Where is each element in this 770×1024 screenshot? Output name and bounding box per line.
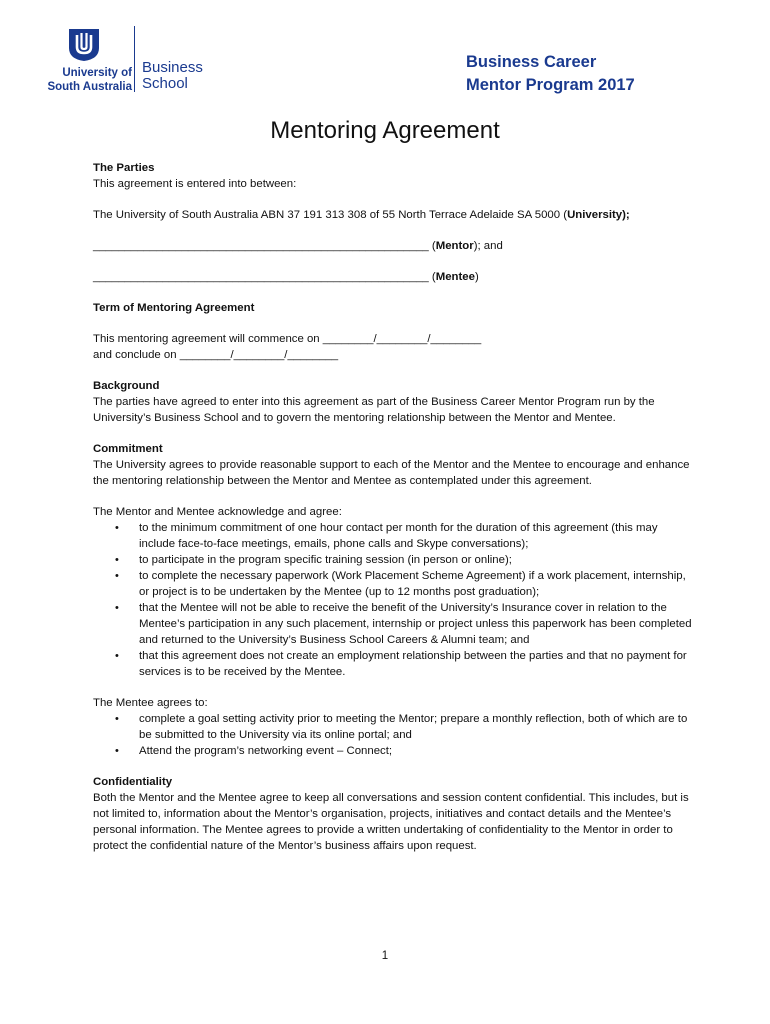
mentee-label: Mentee bbox=[435, 271, 475, 283]
background-text: The parties have agreed to enter into this agreement as part of the Business Career Mentor Program run by the University’s Business School and to govern the mentoring relationship between the Mentor and Mentee. bbox=[93, 396, 655, 424]
acknowledge-list bbox=[93, 520, 693, 680]
university-name-line2: South Australia bbox=[47, 81, 132, 93]
document-title: Mentoring Agreement bbox=[270, 117, 500, 144]
list-item: • complete a goal setting activity prior to meeting the Mentor; prepare a monthly reflection, both of which are to be submitted to the University via its online portal; and bbox=[93, 711, 693, 743]
document-body bbox=[93, 160, 693, 854]
mentee-agrees-list bbox=[93, 711, 693, 759]
mentee-party bbox=[93, 269, 693, 285]
school-name-line2: School bbox=[142, 75, 188, 92]
confidentiality-heading: Confidentiality bbox=[93, 776, 173, 788]
commitment-text: The University agrees to provide reasonable support to each of the Mentor and the Mentee to encourage and enhance the mentoring relationship between the Mentor and Mentee as contemplated under this agreement. bbox=[93, 459, 690, 487]
list-item: • to participate in the program specific training session (in person or online); bbox=[93, 552, 693, 568]
school-name-line1: Business bbox=[142, 59, 203, 76]
program-title bbox=[466, 51, 635, 97]
business-school-name bbox=[142, 60, 203, 92]
list-item: • that this agreement does not create an employment relationship between the parties and that no payment for services is to be received by the Mentee. bbox=[93, 648, 693, 680]
university-party bbox=[93, 207, 693, 223]
term-heading: Term of Mentoring Agreement bbox=[93, 302, 255, 314]
mentor-label: Mentor bbox=[435, 240, 474, 252]
mentee-blank: _____________________________________________________ ( bbox=[93, 271, 436, 283]
term-conclude: and conclude on ________/________/________ bbox=[93, 349, 339, 361]
list-item: • Attend the program’s networking event – Connect; bbox=[93, 743, 693, 759]
parties-intro: This agreement is entered into between: bbox=[93, 178, 297, 190]
mentee-suffix: ) bbox=[474, 271, 479, 283]
list-item: • to complete the necessary paperwork (Work Placement Scheme Agreement) if a work placement, internship, or project is to be undertaken by the Mentee (up to 12 months post graduation); bbox=[93, 568, 693, 600]
mentor-suffix: ); and bbox=[473, 240, 503, 252]
confidentiality-text: Both the Mentor and the Mentee agree to keep all conversations and session content confidential. This includes, but is not limited to, information about the Mentor’s organisation, projects, initiatives and contact details and the Mentee’s personal information. The Mentee agrees to provide a written undertaking of confidentiality to the Mentor in order to protect the confidential nature of the Mentor’s business affairs upon request. bbox=[93, 792, 689, 852]
program-title-line2: Mentor Program 2017 bbox=[466, 76, 635, 94]
mentor-blank: _____________________________________________________ ( bbox=[93, 240, 436, 252]
list-item: • to the minimum commitment of one hour contact per month for the duration of this agreement (this may include face-to-face meetings, emails, phone calls and Skype conversations); bbox=[93, 520, 693, 552]
university-name-line1: University of bbox=[62, 67, 132, 79]
university-party-text: The University of South Australia ABN 37 191 313 308 of 55 North Terrace Adelaide SA 5000 ( bbox=[93, 209, 568, 221]
unisa-logo bbox=[40, 26, 210, 96]
commitment-heading: Commitment bbox=[93, 443, 163, 455]
mentor-party bbox=[93, 238, 693, 254]
mentee-agrees-intro: The Mentee agrees to: bbox=[93, 697, 208, 709]
parties-heading: The Parties bbox=[93, 162, 155, 174]
acknowledge-intro: The Mentor and Mentee acknowledge and agree: bbox=[93, 506, 342, 518]
logo-divider bbox=[134, 26, 135, 92]
unisa-shield-icon bbox=[68, 28, 100, 62]
page-number: 1 bbox=[381, 950, 389, 962]
university-name bbox=[40, 66, 132, 94]
list-item: • that the Mentee will not be able to receive the benefit of the University’s Insurance cover in relation to the Mentee’s participation in any such placement, internship or project unless this paperwork has been completed and returned to the University’s Business School Careers & Alumni team; and bbox=[93, 600, 693, 648]
term-commence: This mentoring agreement will commence on ________/________/________ bbox=[93, 333, 482, 345]
university-party-label: University); bbox=[567, 209, 630, 221]
background-heading: Background bbox=[93, 380, 160, 392]
program-title-line1: Business Career bbox=[466, 53, 597, 71]
